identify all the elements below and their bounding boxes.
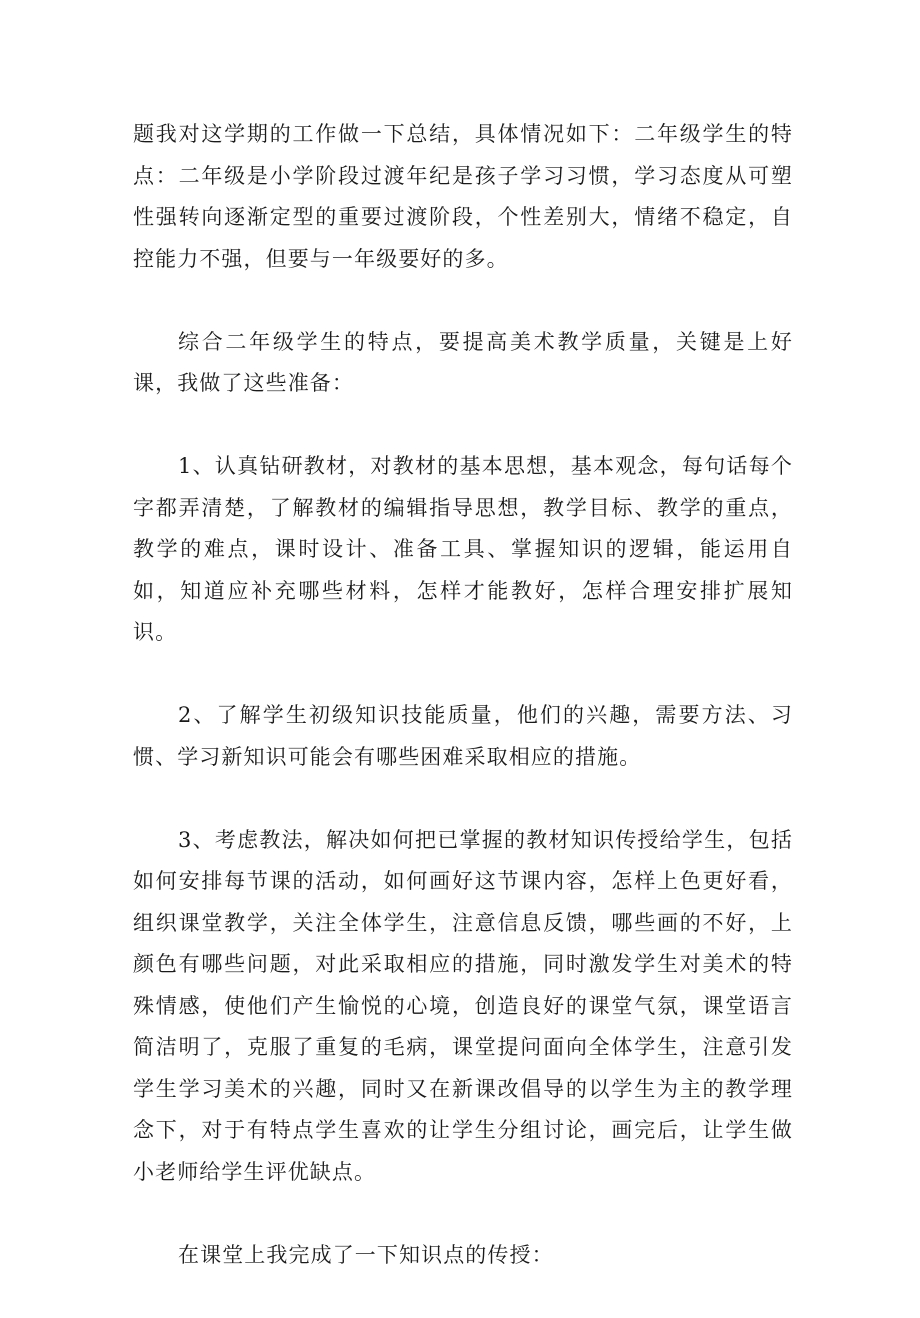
paragraph-item-1: 1、认真钻研教材，对教材的基本思想，基本观念，每句话每个字都弄清楚，了解教材的编辑指导思想，教学目标、教学的重点，教学的难点，课时设计、准备工具、掌握知识的逻辑，能运用自如，知道应补充哪些材料，怎样才能教好，怎样合理安排扩展知识。 bbox=[133, 454, 793, 644]
paragraph-continuation: 题我对这学期的工作做一下总结，具体情况如下：二年级学生的特点：二年级是小学阶段过渡年纪是孩子学习习惯，学习态度从可塑性强转向逐渐定型的重要过渡阶段，个性差别大，情绪不稳定，自控能力不强，但要与一年级要好的多。 bbox=[133, 122, 793, 271]
paragraph-item-2: 2、了解学生初级知识技能质量，他们的兴趣，需要方法、习惯、学习新知识可能会有哪些困难采取相应的措施。 bbox=[133, 703, 793, 769]
document-body bbox=[133, 114, 793, 1318]
paragraph-classroom: 在课堂上我完成了一下知识点的传授： bbox=[178, 1242, 554, 1267]
paragraph-preparation-intro: 综合二年级学生的特点，要提高美术教学质量，关键是上好课，我做了这些准备： bbox=[133, 329, 793, 395]
paragraph-item-3: 3、考虑教法，解决如何把已掌握的教材知识传授给学生，包括如何安排每节课的活动，如何画好这节课内容，怎样上色更好看，组织课堂教学，关注全体学生，注意信息反馈，哪些画的不好，上颜色有哪些问题，对此采取相应的措施，同时激发学生对美术的特殊情感，使他们产生愉悦的心境，创造良好的课堂气氛，课堂语言简洁明了，克服了重复的毛病，课堂提问面向全体学生，注意引发学生学习美术的兴趣，同时又在新课改倡导的以学生为主的教学理念下，对于有特点学生喜欢的让学生分组讨论，画完后，让学生做小老师给学生评优缺点。 bbox=[133, 827, 793, 1184]
